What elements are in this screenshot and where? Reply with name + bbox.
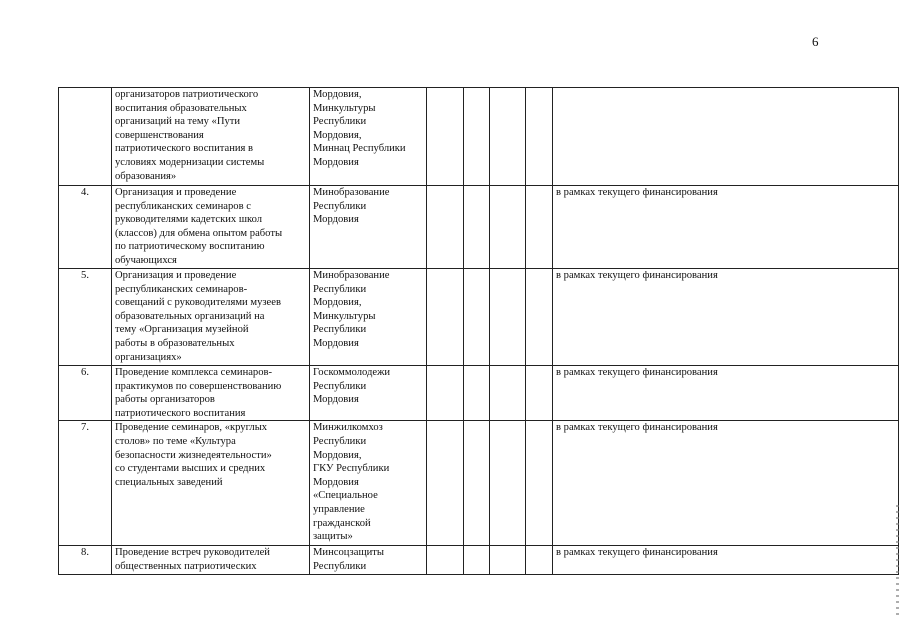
- row-number: [59, 88, 112, 186]
- empty-cell: [490, 421, 526, 546]
- row-number: 8.: [59, 546, 112, 575]
- activity-cell: Проведение встреч руководителей общественных патриотических: [112, 546, 310, 575]
- empty-cell: [490, 186, 526, 269]
- row-number: 7.: [59, 421, 112, 546]
- table-row: [59, 186, 899, 269]
- scan-artifact: [896, 505, 899, 615]
- empty-cell: [490, 366, 526, 421]
- empty-cell: [490, 88, 526, 186]
- empty-cell: [464, 88, 490, 186]
- table-row: [59, 421, 899, 546]
- row-number: 4.: [59, 186, 112, 269]
- empty-cell: [464, 366, 490, 421]
- empty-cell: [464, 546, 490, 575]
- empty-cell: [427, 269, 464, 366]
- executor-cell: Минсоцзащиты Республики: [310, 546, 427, 575]
- finance-cell: [553, 88, 899, 186]
- empty-cell: [526, 269, 553, 366]
- activity-cell: Проведение семинаров, «круглых столов» по теме «Культура безопасности жизнедеятельности» со студентами высших и средних специальных заведений: [112, 421, 310, 546]
- empty-cell: [526, 366, 553, 421]
- empty-cell: [464, 269, 490, 366]
- empty-cell: [427, 421, 464, 546]
- empty-cell: [464, 421, 490, 546]
- empty-cell: [526, 88, 553, 186]
- empty-cell: [490, 546, 526, 575]
- finance-cell: в рамках текущего финансирования: [553, 366, 899, 421]
- row-number: 5.: [59, 269, 112, 366]
- finance-cell: в рамках текущего финансирования: [553, 186, 899, 269]
- row-number: 6.: [59, 366, 112, 421]
- finance-cell: в рамках текущего финансирования: [553, 269, 899, 366]
- empty-cell: [427, 88, 464, 186]
- activity-cell: Организация и проведение республиканских семинаров- совещаний с руководителями музеев образовательных организаций на тему «Организация музейной работы в образовательных организациях»: [112, 269, 310, 366]
- table-row: [59, 269, 899, 366]
- executor-cell: Минобразование Республики Мордовия, Минкультуры Республики Мордовия: [310, 269, 427, 366]
- activity-cell: Проведение комплекса семинаров- практикумов по совершенствованию работы организаторов патриотического воспитания: [112, 366, 310, 421]
- executor-cell: Минжилкомхоз Республики Мордовия, ГКУ Республики Мордовия «Специальное управление гражданской защиты»: [310, 421, 427, 546]
- empty-cell: [526, 546, 553, 575]
- table-row: [59, 546, 899, 575]
- plan-table: [58, 87, 899, 575]
- empty-cell: [427, 366, 464, 421]
- empty-cell: [427, 186, 464, 269]
- finance-cell: в рамках текущего финансирования: [553, 421, 899, 546]
- activity-cell: организаторов патриотического воспитания образовательных организаций на тему «Пути совершенствования патриотического воспитания в условиях модернизации системы образования»: [112, 88, 310, 186]
- executor-cell: Минобразование Республики Мордовия: [310, 186, 427, 269]
- activity-cell: Организация и проведение республиканских семинаров с руководителями кадетских школ (классов) для обмена опытом работы по патриотическому воспитанию обучающихся: [112, 186, 310, 269]
- table-row: [59, 88, 899, 186]
- finance-cell: в рамках текущего финансирования: [553, 546, 899, 575]
- executor-cell: Мордовия, Минкультуры Республики Мордовия, Миннац Республики Мордовия: [310, 88, 427, 186]
- empty-cell: [526, 186, 553, 269]
- empty-cell: [427, 546, 464, 575]
- table-row: [59, 366, 899, 421]
- empty-cell: [526, 421, 553, 546]
- page-number: 6: [812, 34, 819, 49]
- executor-cell: Госкоммолодежи Республики Мордовия: [310, 366, 427, 421]
- empty-cell: [490, 269, 526, 366]
- empty-cell: [464, 186, 490, 269]
